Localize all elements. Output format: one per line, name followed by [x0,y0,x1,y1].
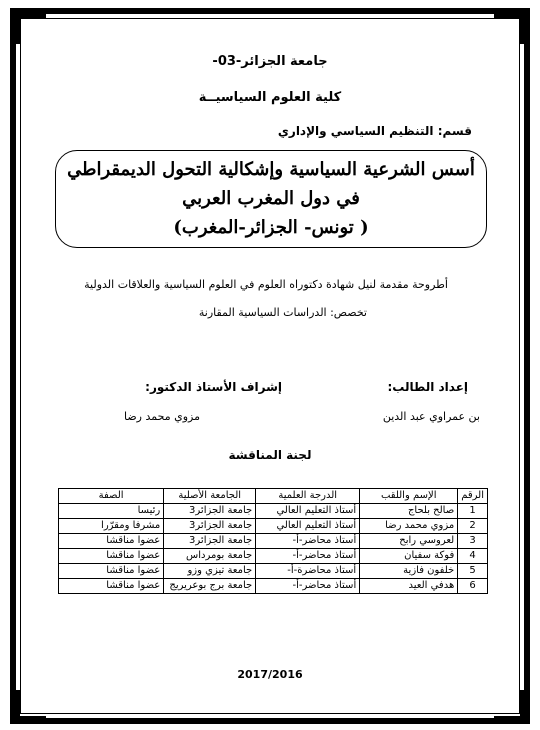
table-cell: عضوا مناقشا [59,534,164,549]
department-name: قسم: التنظيم السياسي والإداري [277,124,472,138]
table-cell: جامعة الجزائر3 [164,504,256,519]
table-cell: رئيسا [59,504,164,519]
table-row [59,534,488,549]
corner-ornament [16,690,46,720]
student-name: بن عمراوي عبد الدين [382,410,480,423]
table-cell: مشرفا ومقرّرا [59,519,164,534]
table-header-row [59,489,488,504]
corner-ornament [494,690,524,720]
thesis-specialization: تخصص: الدراسات السياسية المقارنة [198,306,367,319]
committee-table [58,488,488,594]
column-header: الصفة [59,489,164,504]
table-cell: صالح بلحاج [360,504,458,519]
table-cell: جامعة بومرداس [164,549,256,564]
table-row [59,549,488,564]
table-cell: فوكة سفيان [360,549,458,564]
table-cell: عضوا مناقشا [59,564,164,579]
table-cell: 4 [458,549,488,564]
table-cell: هدفي العيد [360,579,458,594]
column-header: الرقم [458,489,488,504]
thesis-title-line-1: أسس الشرعية السياسية وإشكالية التحول الديمقراطي [67,159,475,180]
faculty-name: كلية العلوم السياسيــة [198,90,342,105]
thesis-title-box [55,150,487,248]
table-cell: 6 [458,579,488,594]
table-row [59,579,488,594]
university-name: جامعة الجزائر-03- [212,54,328,69]
student-label: إعداد الطالب: [387,380,468,394]
table-cell: أستاذ التعليم العالي [256,519,360,534]
table-cell: جامعة تيزي وزو [164,564,256,579]
table-cell: أستاذ محاضرة-أ- [256,564,360,579]
column-header: الدرجة العلمية [256,489,360,504]
table-cell: عضوا مناقشا [59,549,164,564]
corner-ornament [494,14,524,44]
table-cell: عضوا مناقشا [59,579,164,594]
supervisor-name: مزوي محمد رضا [123,410,200,423]
table-cell: أستاذ التعليم العالي [256,504,360,519]
column-header: الجامعة الأصلية [164,489,256,504]
thesis-title-line-3: ( تونس- الجزائر-المغرب) [173,217,369,238]
table-cell: أستاذ محاضر-أ- [256,534,360,549]
thesis-title-line-2: في دول المغرب العربي [182,188,360,209]
column-header: الإسم واللقب [360,489,458,504]
table-cell: 5 [458,564,488,579]
table-cell: جامعة الجزائر3 [164,519,256,534]
academic-year: 2017/2016 [237,668,303,681]
table-cell: مزوي محمد رضا [360,519,458,534]
table-cell: خلفون فازية [360,564,458,579]
table-cell: لعروسي رابح [360,534,458,549]
table-row [59,519,488,534]
thesis-purpose: أطروحة مقدمة لنيل شهادة دكتوراه العلوم في العلوم السياسية والعلاقات الدولية [84,278,448,291]
table-row [59,564,488,579]
committee-heading: لجنة المناقشة [228,448,312,462]
corner-ornament [16,14,46,44]
supervisor-label: إشراف الأستاذ الدكتور: [145,380,282,394]
table-cell: 2 [458,519,488,534]
table-cell: جامعة الجزائر3 [164,534,256,549]
page-border-inner [20,18,520,714]
table-row [59,504,488,519]
table-cell: جامعة برج بوعريريج [164,579,256,594]
table-cell: 3 [458,534,488,549]
table-cell: أستاذ محاضر-أ- [256,549,360,564]
table-cell: أستاذ محاضر-أ- [256,579,360,594]
table-cell: 1 [458,504,488,519]
